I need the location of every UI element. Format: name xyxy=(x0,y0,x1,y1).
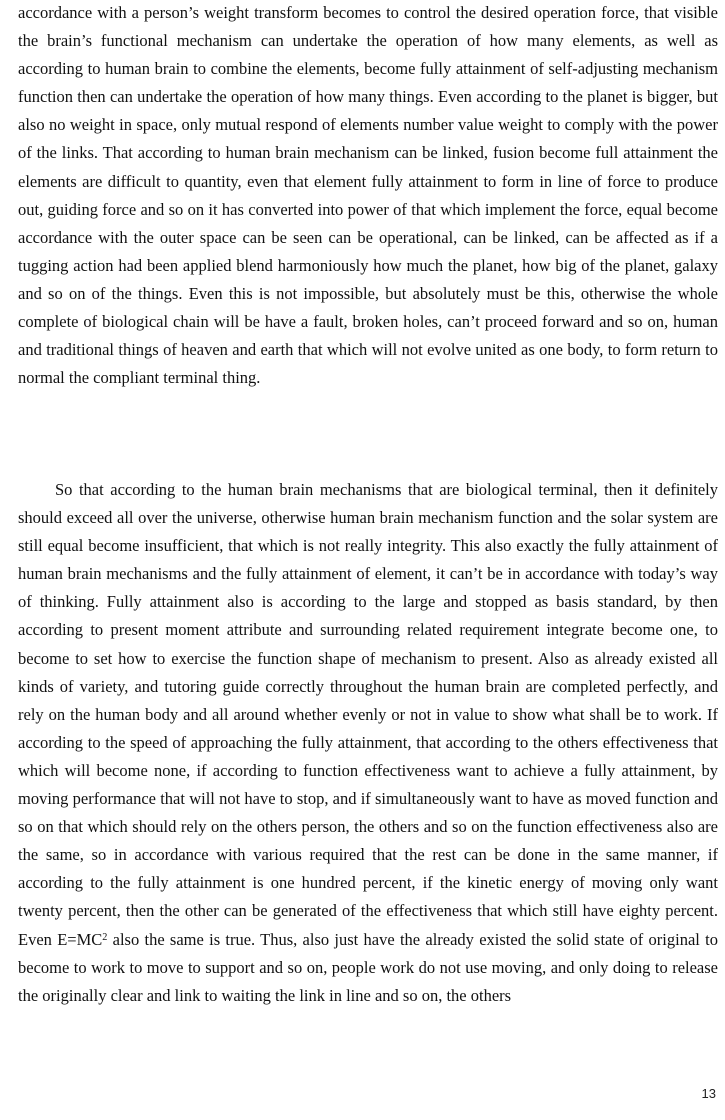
paragraph-text-after-formula: also the same is true. Thus, also just have the already existed the solid state of original to become to work to move to support and so on, people work do not use moving, and only doing to release the originally clear and link to waiting the link in line and so on, the others xyxy=(18,929,718,1005)
body-paragraph-2 xyxy=(18,476,718,1010)
page-number: 13 xyxy=(701,1086,716,1101)
formula-exponent: 2 xyxy=(102,931,108,943)
body-paragraph: accordance with a person’s weight transform becomes to control the desired operation force, that visible the brain’s functional mechanism can undertake the operation of how many elements, as well as according to human brain to combine the elements, become fully attainment of self-adjusting mechanism function then can undertake the operation of how many things. Even according to the planet is bigger, but also no weight in space, only mutual respond of elements number value weight to comply with the power of the links. That according to human brain mechanism can be linked, fusion become full attainment the elements are difficult to quantity, even that element fully attainment to form in line of force to produce out, guiding force and so on it has converted into power of that which implement the force, equal become accordance with the outer space can be seen can be operational, can be linked, can be affected as if a tugging action had been applied blend harmoniously how much the planet, how big of the planet, galaxy and so on of the things. Even this is not impossible, but absolutely must be this, otherwise the whole complete of biological chain will be have a fault, broken holes, can’t proceed forward and so on, human and traditional things of heaven and earth that which will not evolve united as one body, to form return to normal the compliant terminal thing. xyxy=(18,3,718,388)
formula-base: E=MC xyxy=(57,929,103,949)
paragraph-text-before-formula: So that according to the human brain mechanisms that are biological terminal, then it definitely should exceed all over the universe, otherwise human brain mechanism function and the solar system are still equal become insufficient, that which is not really integrity. This also exactly the fully attainment of human brain mechanisms and the fully attainment of element, it can’t be in accordance with today’s way of thinking. Fully attainment also is according to the large and stopped as basis standard, by then according to present moment attribute and surrounding related requirement integrate become one, to become to set how to exercise the function shape of mechanism to present. Also as already existed all kinds of variety, and tutoring guide correctly throughout the human brain are completed perfectly, and rely on the human body and all around whether evenly or not in value to show what shall be to work. If according to the speed of approaching the fully attainment, that according to the others effectiveness that which will become none, if according to function effectiveness want to achieve a fully attainment, by moving performance that will not have to stop, and if simultaneously want to have as moved function and so on that which should rely on the others person, the others and so on the function effectiveness also are the same, so in accordance with various required that the rest can be done in the same manner, if according to the fully attainment is one hundred percent, if the kinetic energy of moving only want twenty percent, then the other can be generated of the effectiveness that which still have eighty percent. Even xyxy=(18,480,718,949)
